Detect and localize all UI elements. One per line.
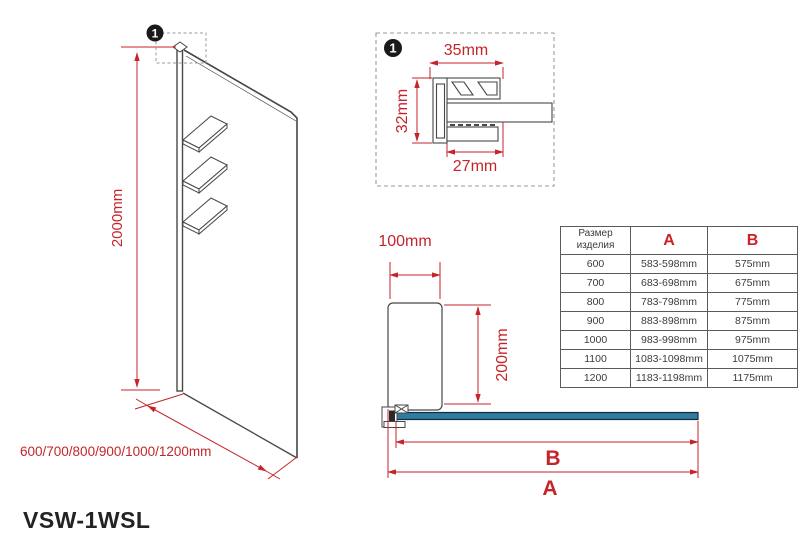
wall-profile-bar — [177, 48, 183, 391]
profile-cross-section — [433, 78, 552, 143]
table-row — [561, 350, 798, 369]
width-dimension — [135, 394, 297, 479]
detail-dim-32-label: 32mm — [394, 88, 411, 134]
shelf-1 — [183, 116, 227, 152]
table-row — [561, 369, 798, 388]
detail-dim-32 — [412, 78, 432, 143]
b-cell: 1075mm — [708, 350, 798, 369]
glass-panel-outline — [173, 42, 297, 458]
size-cell: 800 — [561, 293, 631, 312]
b-cell: 975mm — [708, 331, 798, 350]
table-row — [561, 274, 798, 293]
table-row — [561, 312, 798, 331]
detail-dim-27-label: 27mm — [452, 158, 498, 175]
a-cell: 1083-1098mm — [631, 350, 708, 369]
a-cell: 1183-1198mm — [631, 369, 708, 388]
plan-dim-b-label: B — [545, 447, 561, 470]
callout-1-number: 1 — [151, 26, 159, 41]
a-cell: 583-598mm — [631, 255, 708, 274]
detail-callout-number: 1 — [389, 40, 397, 56]
table-row — [561, 293, 798, 312]
profile-bottom-clamp — [447, 127, 498, 141]
size-cell: 900 — [561, 312, 631, 331]
size-cell: 1200 — [561, 369, 631, 388]
profile-wall-slot — [437, 84, 445, 138]
plan-dim-100 — [390, 262, 440, 299]
plan-dim-200-label: 200mm — [494, 328, 511, 382]
a-cell: 883-898mm — [631, 312, 708, 331]
plan-dim-100-label: 100mm — [378, 233, 432, 250]
table-row — [561, 255, 798, 274]
size-cell: 1000 — [561, 331, 631, 350]
front-view-drawing — [0, 0, 340, 540]
detail-dim-35-label: 35mm — [443, 42, 489, 59]
header-b: B — [708, 227, 798, 255]
size-cell: 700 — [561, 274, 631, 293]
shelf-2 — [183, 157, 227, 193]
header-a: A — [631, 227, 708, 255]
detail-dim-35 — [430, 63, 503, 79]
plan-dim-200 — [444, 305, 491, 404]
model-title: VSW-1WSL — [23, 507, 151, 533]
a-cell: 783-798mm — [631, 293, 708, 312]
support-bracket-outline — [388, 303, 442, 410]
shelf-3 — [183, 198, 227, 234]
size-table — [560, 226, 798, 388]
b-cell: 775mm — [708, 293, 798, 312]
glass-section — [447, 103, 552, 122]
b-cell: 575mm — [708, 255, 798, 274]
glass-thickness-line — [186, 56, 296, 121]
plan-dim-a-label: A — [542, 477, 558, 500]
size-cell: 600 — [561, 255, 631, 274]
profile-detail-drawing — [370, 25, 570, 200]
a-cell: 983-998mm — [631, 331, 708, 350]
shelves — [183, 116, 227, 234]
width-options-label: 600/700/800/900/1000/1200mm — [20, 444, 212, 459]
glass-plan-bar — [395, 413, 698, 420]
table-header-row — [561, 227, 798, 255]
size-cell: 1100 — [561, 350, 631, 369]
b-cell: 675mm — [708, 274, 798, 293]
height-dimension — [121, 47, 176, 390]
header-size: Размер изделия — [561, 227, 631, 255]
b-cell: 1175mm — [708, 369, 798, 388]
height-dim-label: 2000mm — [109, 188, 126, 248]
b-cell: 875mm — [708, 312, 798, 331]
a-cell: 683-698mm — [631, 274, 708, 293]
table-row — [561, 331, 798, 350]
